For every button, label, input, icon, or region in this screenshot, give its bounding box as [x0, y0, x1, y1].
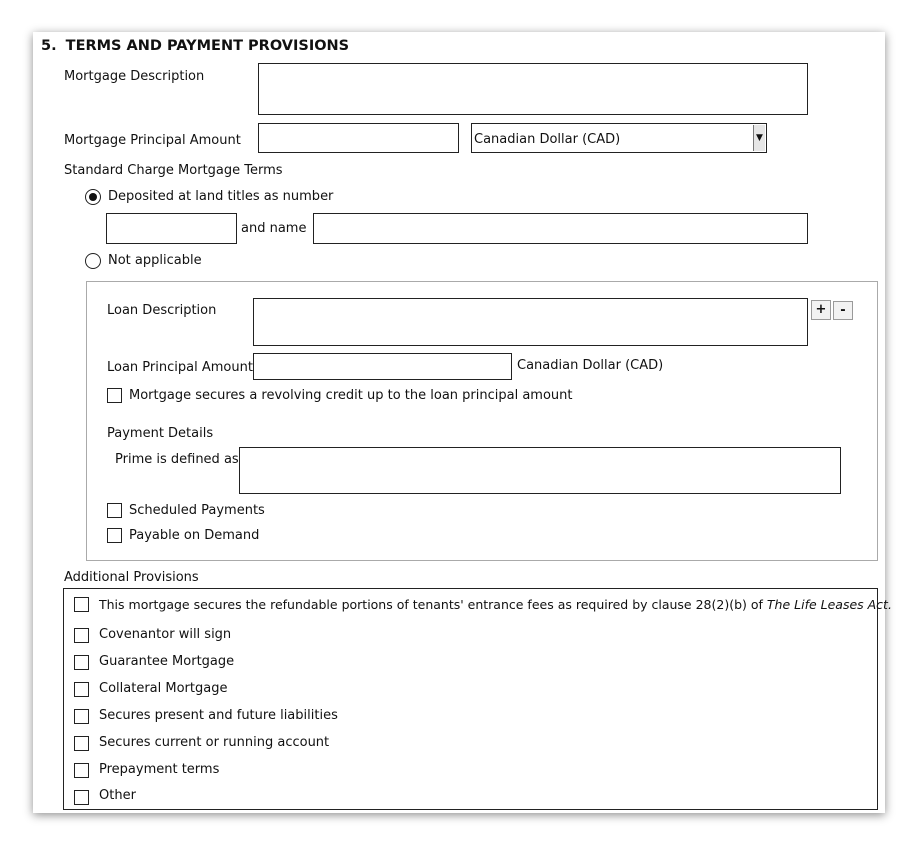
other-label: Other — [99, 788, 136, 803]
prime-label: Prime is defined as — [115, 452, 239, 467]
land-titles-number-input[interactable] — [106, 213, 237, 244]
and-name-label: and name — [241, 221, 307, 236]
loan-description-label: Loan Description — [107, 303, 217, 318]
revolving-credit-checkbox[interactable] — [107, 388, 122, 403]
mortgage-principal-input[interactable] — [258, 123, 459, 153]
prepayment-terms-label: Prepayment terms — [99, 762, 220, 777]
payable-on-demand-checkbox[interactable] — [107, 528, 122, 543]
standard-terms-label: Standard Charge Mortgage Terms — [64, 163, 283, 178]
prepayment-terms-checkbox[interactable] — [74, 763, 89, 778]
loan-currency-label: Canadian Dollar (CAD) — [517, 358, 664, 373]
prime-definition-field[interactable] — [239, 447, 841, 494]
remove-row-button[interactable]: - — [833, 301, 853, 320]
section-heading — [41, 37, 349, 55]
mortgage-principal-label: Mortgage Principal Amount — [64, 133, 241, 148]
radio-selected-dot — [89, 193, 97, 201]
life-leases-text-main: This mortgage secures the refundable portions of tenants' entrance fees as required by clause 28(2)(b) of — [99, 597, 767, 612]
scheduled-payments-label: Scheduled Payments — [129, 503, 265, 518]
radio-deposited-label: Deposited at land titles as number — [108, 189, 334, 204]
covenantor-checkbox[interactable] — [74, 628, 89, 643]
loan-principal-label: Loan Principal Amount — [107, 360, 253, 375]
radio-deposited[interactable] — [85, 189, 101, 205]
payable-on-demand-label: Payable on Demand — [129, 528, 260, 543]
payment-details-label: Payment Details — [107, 426, 214, 441]
collateral-mortgage-label: Collateral Mortgage — [99, 681, 228, 696]
currency-select-value: Canadian Dollar (CAD) — [474, 132, 621, 147]
guarantee-mortgage-label: Guarantee Mortgage — [99, 654, 235, 669]
other-checkbox[interactable] — [74, 790, 89, 805]
additional-provisions-label: Additional Provisions — [64, 570, 199, 585]
scheduled-payments-checkbox[interactable] — [107, 503, 122, 518]
running-account-checkbox[interactable] — [74, 736, 89, 751]
collateral-mortgage-checkbox[interactable] — [74, 682, 89, 697]
mortgage-description-label: Mortgage Description — [64, 69, 205, 84]
section-number: 5. — [41, 38, 57, 54]
chevron-down-icon[interactable]: ▼ — [753, 125, 765, 151]
present-future-liabilities-checkbox[interactable] — [74, 709, 89, 724]
currency-select[interactable] — [471, 123, 767, 153]
land-titles-name-input[interactable] — [313, 213, 808, 244]
present-future-liabilities-label: Secures present and future liabilities — [99, 708, 338, 723]
mortgage-description-field[interactable] — [258, 63, 808, 115]
life-leases-checkbox[interactable] — [74, 597, 89, 612]
radio-not-applicable[interactable] — [85, 253, 101, 269]
add-row-button[interactable]: + — [811, 300, 831, 320]
guarantee-mortgage-checkbox[interactable] — [74, 655, 89, 670]
life-leases-act-title: The Life Leases Act. — [766, 597, 892, 612]
section-title: TERMS AND PAYMENT PROVISIONS — [65, 38, 350, 54]
running-account-label: Secures current or running account — [99, 735, 330, 750]
loan-principal-input[interactable] — [253, 353, 512, 380]
radio-not-applicable-label: Not applicable — [108, 253, 202, 268]
revolving-credit-label: Mortgage secures a revolving credit up to the loan principal amount — [129, 388, 573, 403]
loan-description-field[interactable] — [253, 298, 808, 346]
life-leases-text — [99, 597, 892, 613]
covenantor-label: Covenantor will sign — [99, 627, 232, 642]
